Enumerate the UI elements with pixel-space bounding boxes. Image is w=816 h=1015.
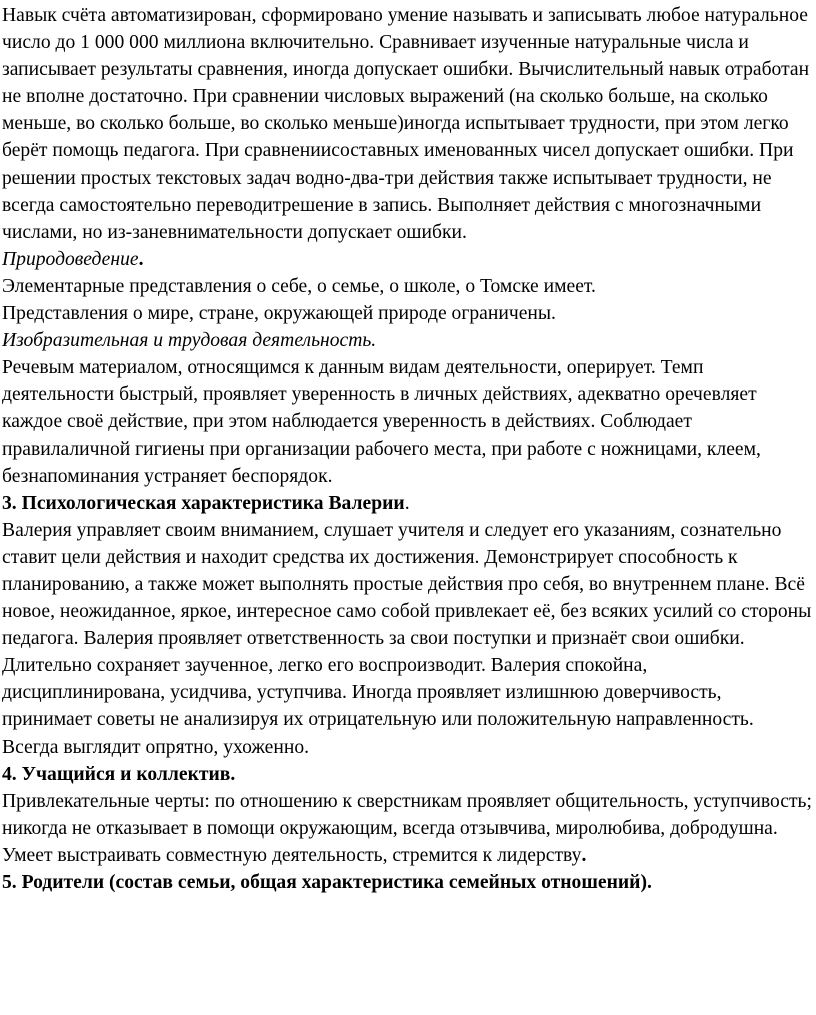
paragraph-student-and-team-period: . [581,844,587,866]
heading-parents: 5. Родители (состав семьи, общая характеристика семейных отношений). [2,872,652,893]
heading-nature-studies-text: Природоведение [2,248,139,270]
heading-nature-studies-period: . [138,248,144,270]
heading-student-and-team: 4. Учащийся и коллектив. [2,763,236,785]
document-page [2,2,812,896]
heading-psychological-profile-text: 3. Психологическая характеристика Валерии [2,492,405,514]
paragraph-nature-world: Представления о мире, стране, окружающей природе ограничены. [2,303,556,325]
heading-art-and-labor: Изобразительная и трудовая деятельность. [2,330,377,352]
paragraph-psychological-profile: Валерия управляет своим вниманием, слушает учителя и следует его указаниям, сознательно ставит цели действия и находит средства их достижения. Демонстрирует способность к планированию, а также может выполнять простые действия про себя, во внутреннем плане. Всё новое, неожиданное, яркое, интересное само собой привлекает её, без всяких усилий со стороны педагога. Валерия проявляет ответственность за свои поступки и признаёт свои ошибки. Длительно сохраняет заученное, легко его воспроизводит. Валерия спокойна, дисциплинирована, усидчива, уступчива. Иногда проявляет излишнюю доверчивость, принимает советы не анализируя их отрицательную или положительную направленность. Всегда выглядит опрятно, ухоженно. [2,519,812,758]
heading-psychological-profile [2,490,812,517]
paragraph-nature-self: Элементарные представления о себе, о семье, о школе, о Томске имеет. [2,275,596,297]
paragraph-student-and-team-text: Привлекательные черты: по отношению к сверстникам проявляет общительность, уступчивость; никогда не отказывает в помощи окружающим, всегда отзывчива, миролюбива, добродушна. Умеет выстраивать совместную деятельность, стремится к лидерству [2,790,812,866]
heading-nature-studies [2,246,812,273]
paragraph-math-skills: Навык счёта автоматизирован, сформировано умение называть и записывать любое натуральное число до 1 000 000 миллиона включительно. Сравнивает изученные натуральные числа и записывает результаты сравнения, иногда допускает ошибки. Вычислительный навык отработан не вполне достаточно. При сравнении числовых выражений (на сколько больше, на сколько меньше, во сколько больше, во сколько меньше)иногда испытывает трудности, при этом легко берёт помощь педагога. При сравнениисоставных именованных чисел допускает ошибки. При решении простых текстовых задач водно-два-три действия также испытывает трудности, не всегда самостоятельно переводитрешение в запись. Выполняет действия с многозначными числами, но из-заневнимательности допускает ошибки. [2,5,810,243]
heading-psychological-profile-period: . [404,492,410,514]
paragraph-student-and-team [2,788,812,869]
paragraph-art-and-labor: Речевым материалом, относящимся к данным видам деятельности, оперирует. Темп деятельности быстрый, проявляет уверенность в личных действиях, адекватно оречевляет каждое своё действие, при этом наблюдается уверенность в действиях. Соблюдает правилаличной гигиены при организации рабочего места, при работе с ножницами, клеем, безнапоминания устраняет беспорядок. [2,357,761,487]
